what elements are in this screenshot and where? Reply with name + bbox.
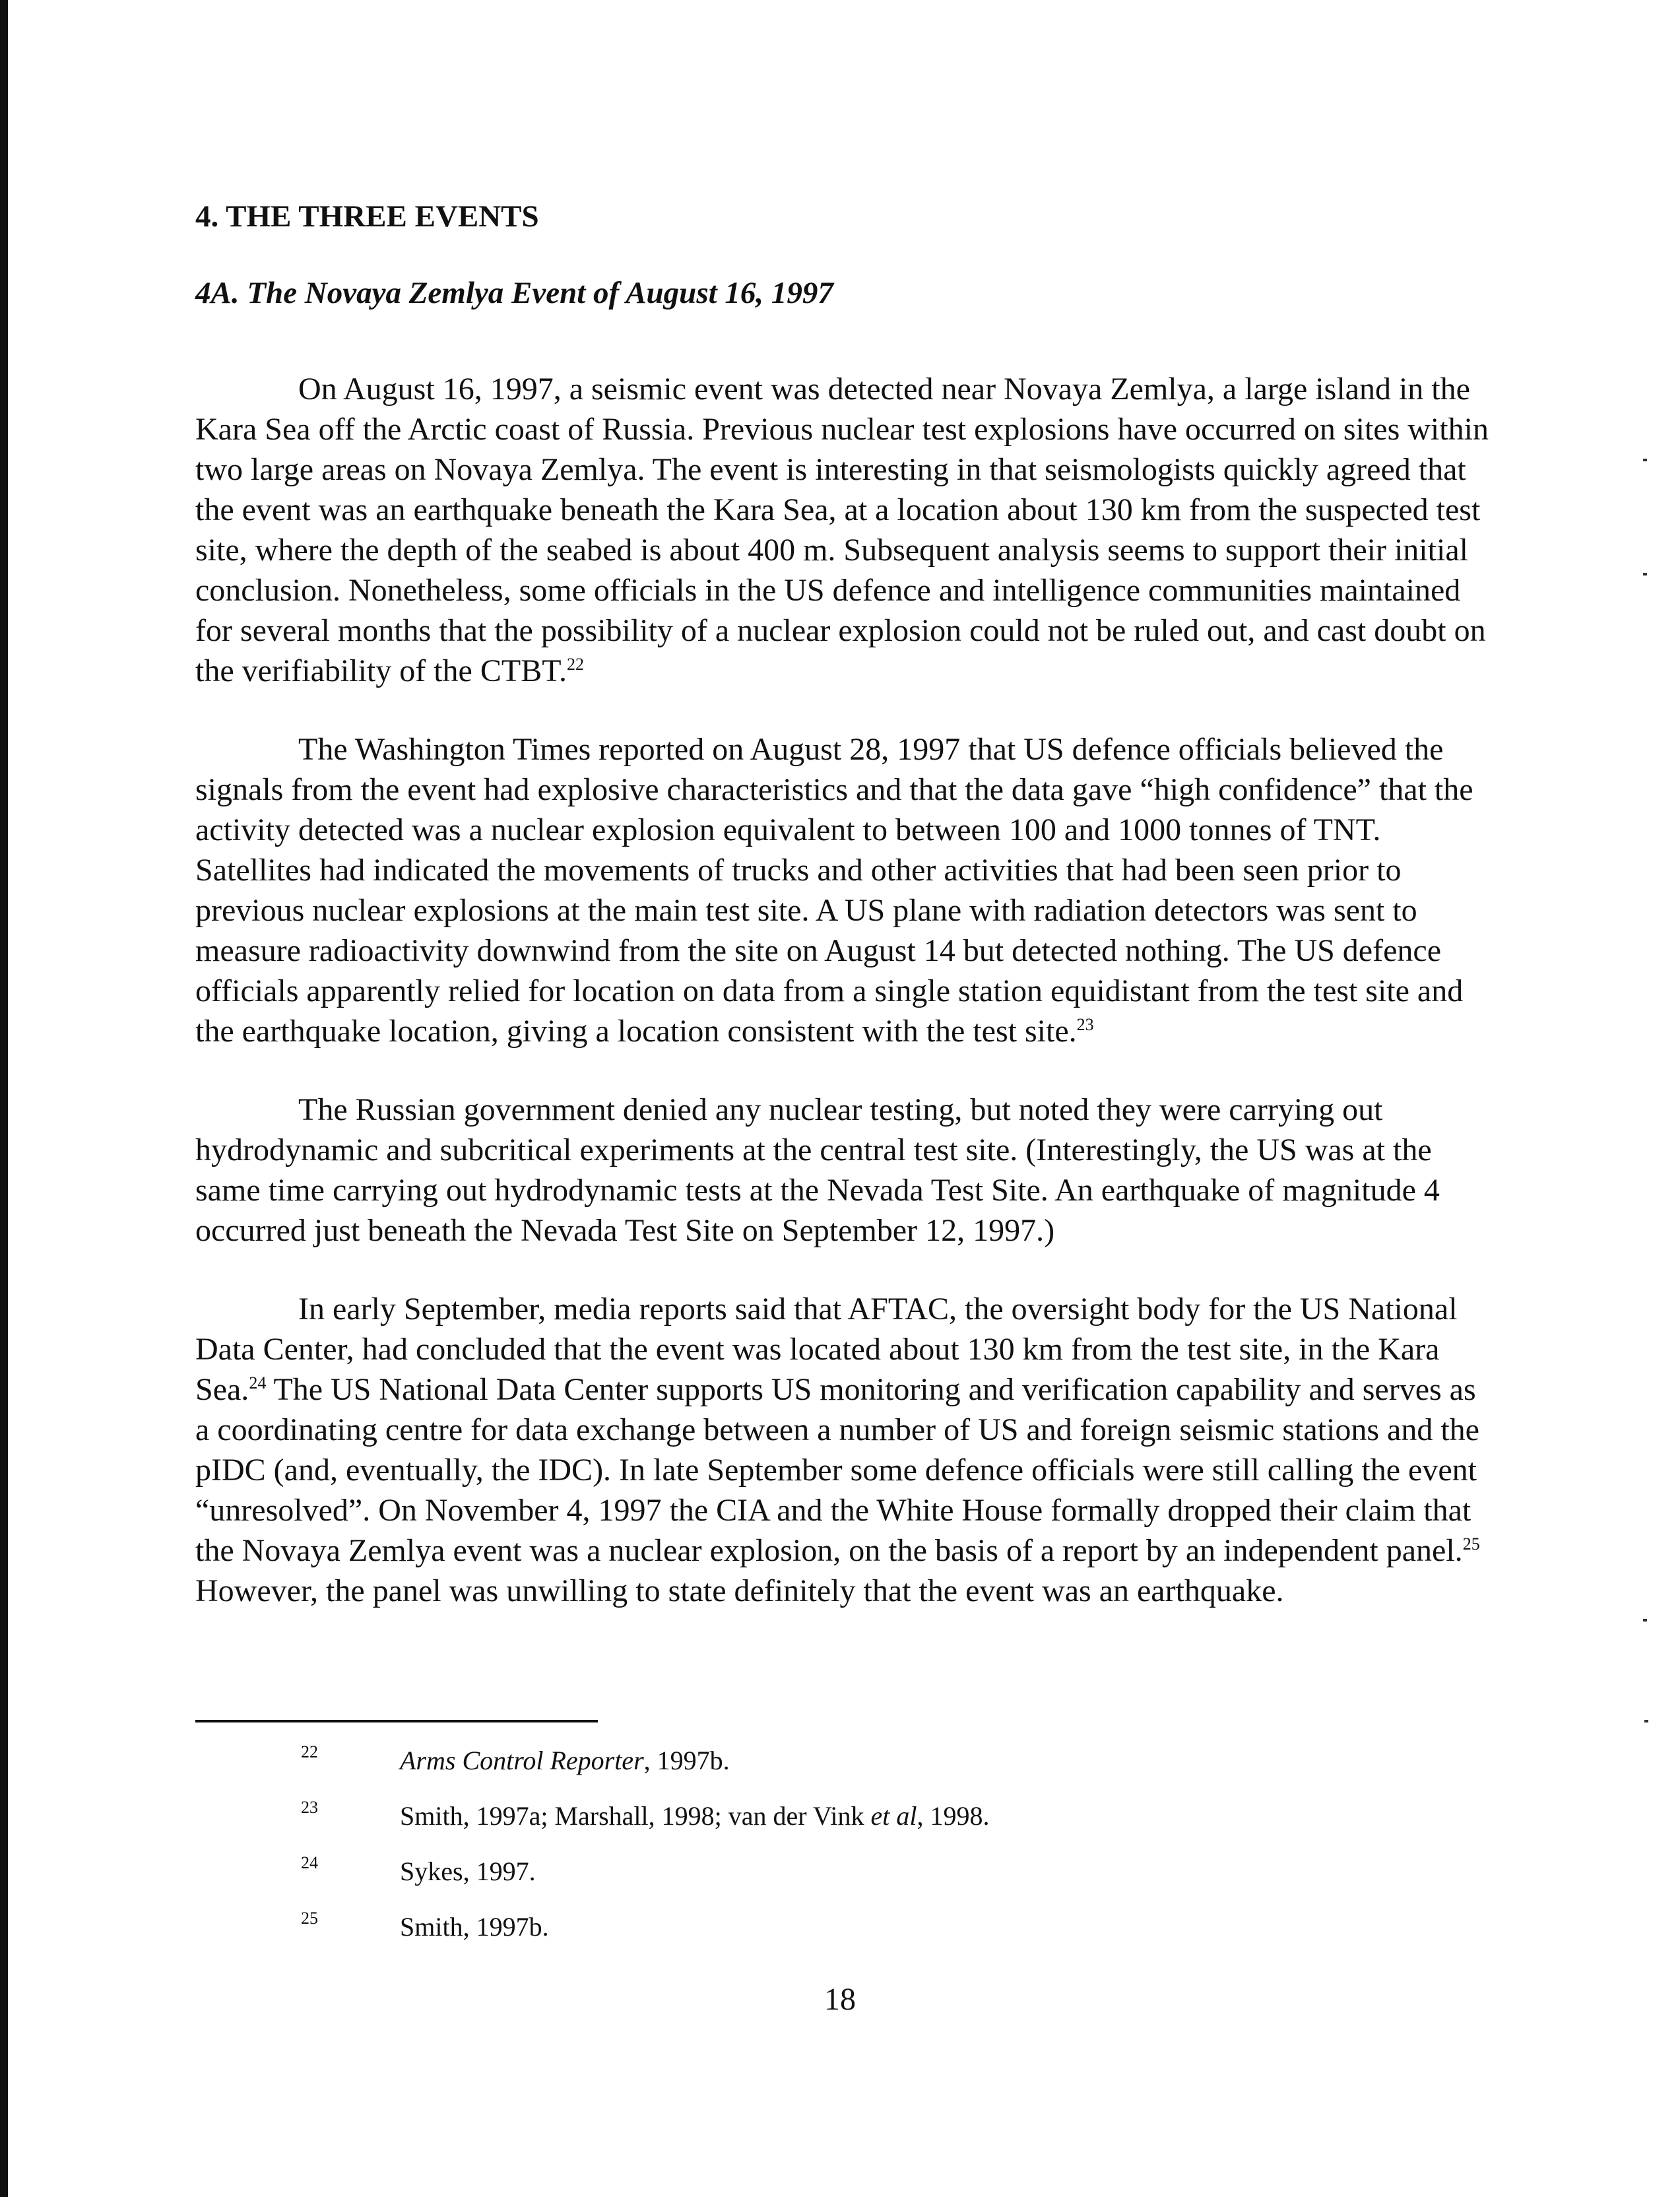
footnote-text: Sykes, 1997. — [400, 1856, 536, 1886]
paragraph-4 — [195, 1289, 1489, 1611]
scan-edge-shadow — [0, 0, 8, 2197]
paragraph-1 — [195, 369, 1489, 691]
scan-speck — [1643, 459, 1647, 461]
footnote-number: 25 — [301, 1909, 318, 1928]
footnote-text: Smith, 1997b. — [400, 1912, 549, 1942]
footnote-ref-23: 23 — [1076, 1014, 1094, 1034]
footnote-23 — [301, 1798, 1423, 1853]
paragraph-4-text-b: The US National Data Center supports US monitoring and verification capability and serves as a coordinating centre for data exchange between a number of US and foreign seismic stations and the pIDC (and, eventually, the IDC). In late September some defence officials were still calling the event “unresolved”. On November 4, 1997 the CIA and the White House formally dropped their claim that the Novaya Zemlya event was a nuclear explosion, on the basis of a report by an independent panel. — [195, 1371, 1479, 1568]
footnote-number: 22 — [301, 1742, 318, 1761]
paragraph-4-text-a: In early September, media reports said that AFTAC, the oversight body for the US National Data Center, had concluded that the event was located about 130 km from the test site, in the Kara Sea. — [195, 1291, 1458, 1407]
paragraph-1-text: On August 16, 1997, a seismic event was detected near Novaya Zemlya, a large island in the Kara Sea off the Arctic coast of Russia. Previous nuclear test explosions have occurred on sites within two large areas on Novaya Zemlya. The event is interesting in that seismologists quickly agreed that the event was an earthquake beneath the Kara Sea, at a location about 130 km from the suspected test site, where the depth of the seabed is about 400 m. Subsequent analysis seems to support their initial conclusion. Nonetheless, some officials in the US defence and intelligence communities maintained for several months that the possibility of a nuclear explosion could not be ruled out, and cast doubt on the verifiability of the CTBT. — [195, 371, 1489, 688]
footnote-rest: , 1998. — [917, 1801, 990, 1831]
scan-speck — [1643, 1619, 1647, 1622]
footnote-text — [400, 1800, 989, 1831]
footnote-rest: , 1997b. — [643, 1746, 730, 1775]
footnote-italic: Arms Control Reporter — [400, 1746, 644, 1775]
section-heading: 4. THE THREE EVENTS — [195, 199, 539, 234]
paragraph-4-text-c: However, the panel was unwilling to state definitely that the event was an earthquake. — [195, 1573, 1284, 1608]
footnote-ref-24: 24 — [249, 1373, 267, 1393]
footnote-italic: et al — [870, 1801, 917, 1831]
footnote-text — [400, 1745, 730, 1776]
footnote-22 — [301, 1742, 1423, 1798]
footnote-ref-25: 25 — [1462, 1534, 1480, 1554]
paragraph-2-text: The Washington Times reported on August 28, 1997 that US defence officials believed the signals from the event had explosive characteristics and that the data gave “high confidence” that the activity detected was a nuclear explosion equivalent to between 100 and 1000 tonnes of TNT. Satellites had indicated the movements of trucks and other activities that had been seen prior to previous nuclear explosions at the main test site. A US plane with radiation detectors was sent to measure radioactivity downwind from the site on August 14 but detected nothing. The US defence officials apparently relied for location on data from a single station equidistant from the test site and the earthquake location, giving a location consistent with the test site. — [195, 731, 1473, 1049]
footnote-pre: Smith, 1997a; Marshall, 1998; van der Vink — [400, 1801, 871, 1831]
footnote-number: 23 — [301, 1798, 318, 1817]
page-number: 18 — [824, 1982, 856, 2017]
subsection-heading: 4A. The Novaya Zemlya Event of August 16, 1997 — [195, 276, 833, 311]
scan-speck — [1643, 573, 1647, 575]
footnote-25 — [301, 1909, 1423, 1964]
footnote-ref-22: 22 — [566, 654, 584, 674]
footnote-divider — [195, 1720, 598, 1722]
footnotes — [301, 1742, 1423, 1964]
paragraph-3 — [195, 1090, 1489, 1251]
paragraph-2 — [195, 729, 1489, 1051]
paragraph-3-text: The Russian government denied any nuclear testing, but noted they were carrying out hydrodynamic and subcritical experiments at the central test site. (Interestingly, the US was at the same time carrying out hydrodynamic tests at the Nevada Test Site. An earthquake of magnitude 4 occurred just beneath the Nevada Test Site on September 12, 1997.) — [195, 1092, 1440, 1248]
footnote-24 — [301, 1853, 1423, 1909]
scan-speck — [1644, 1720, 1648, 1722]
main-content — [195, 198, 1489, 1611]
footnote-number: 24 — [301, 1853, 318, 1872]
